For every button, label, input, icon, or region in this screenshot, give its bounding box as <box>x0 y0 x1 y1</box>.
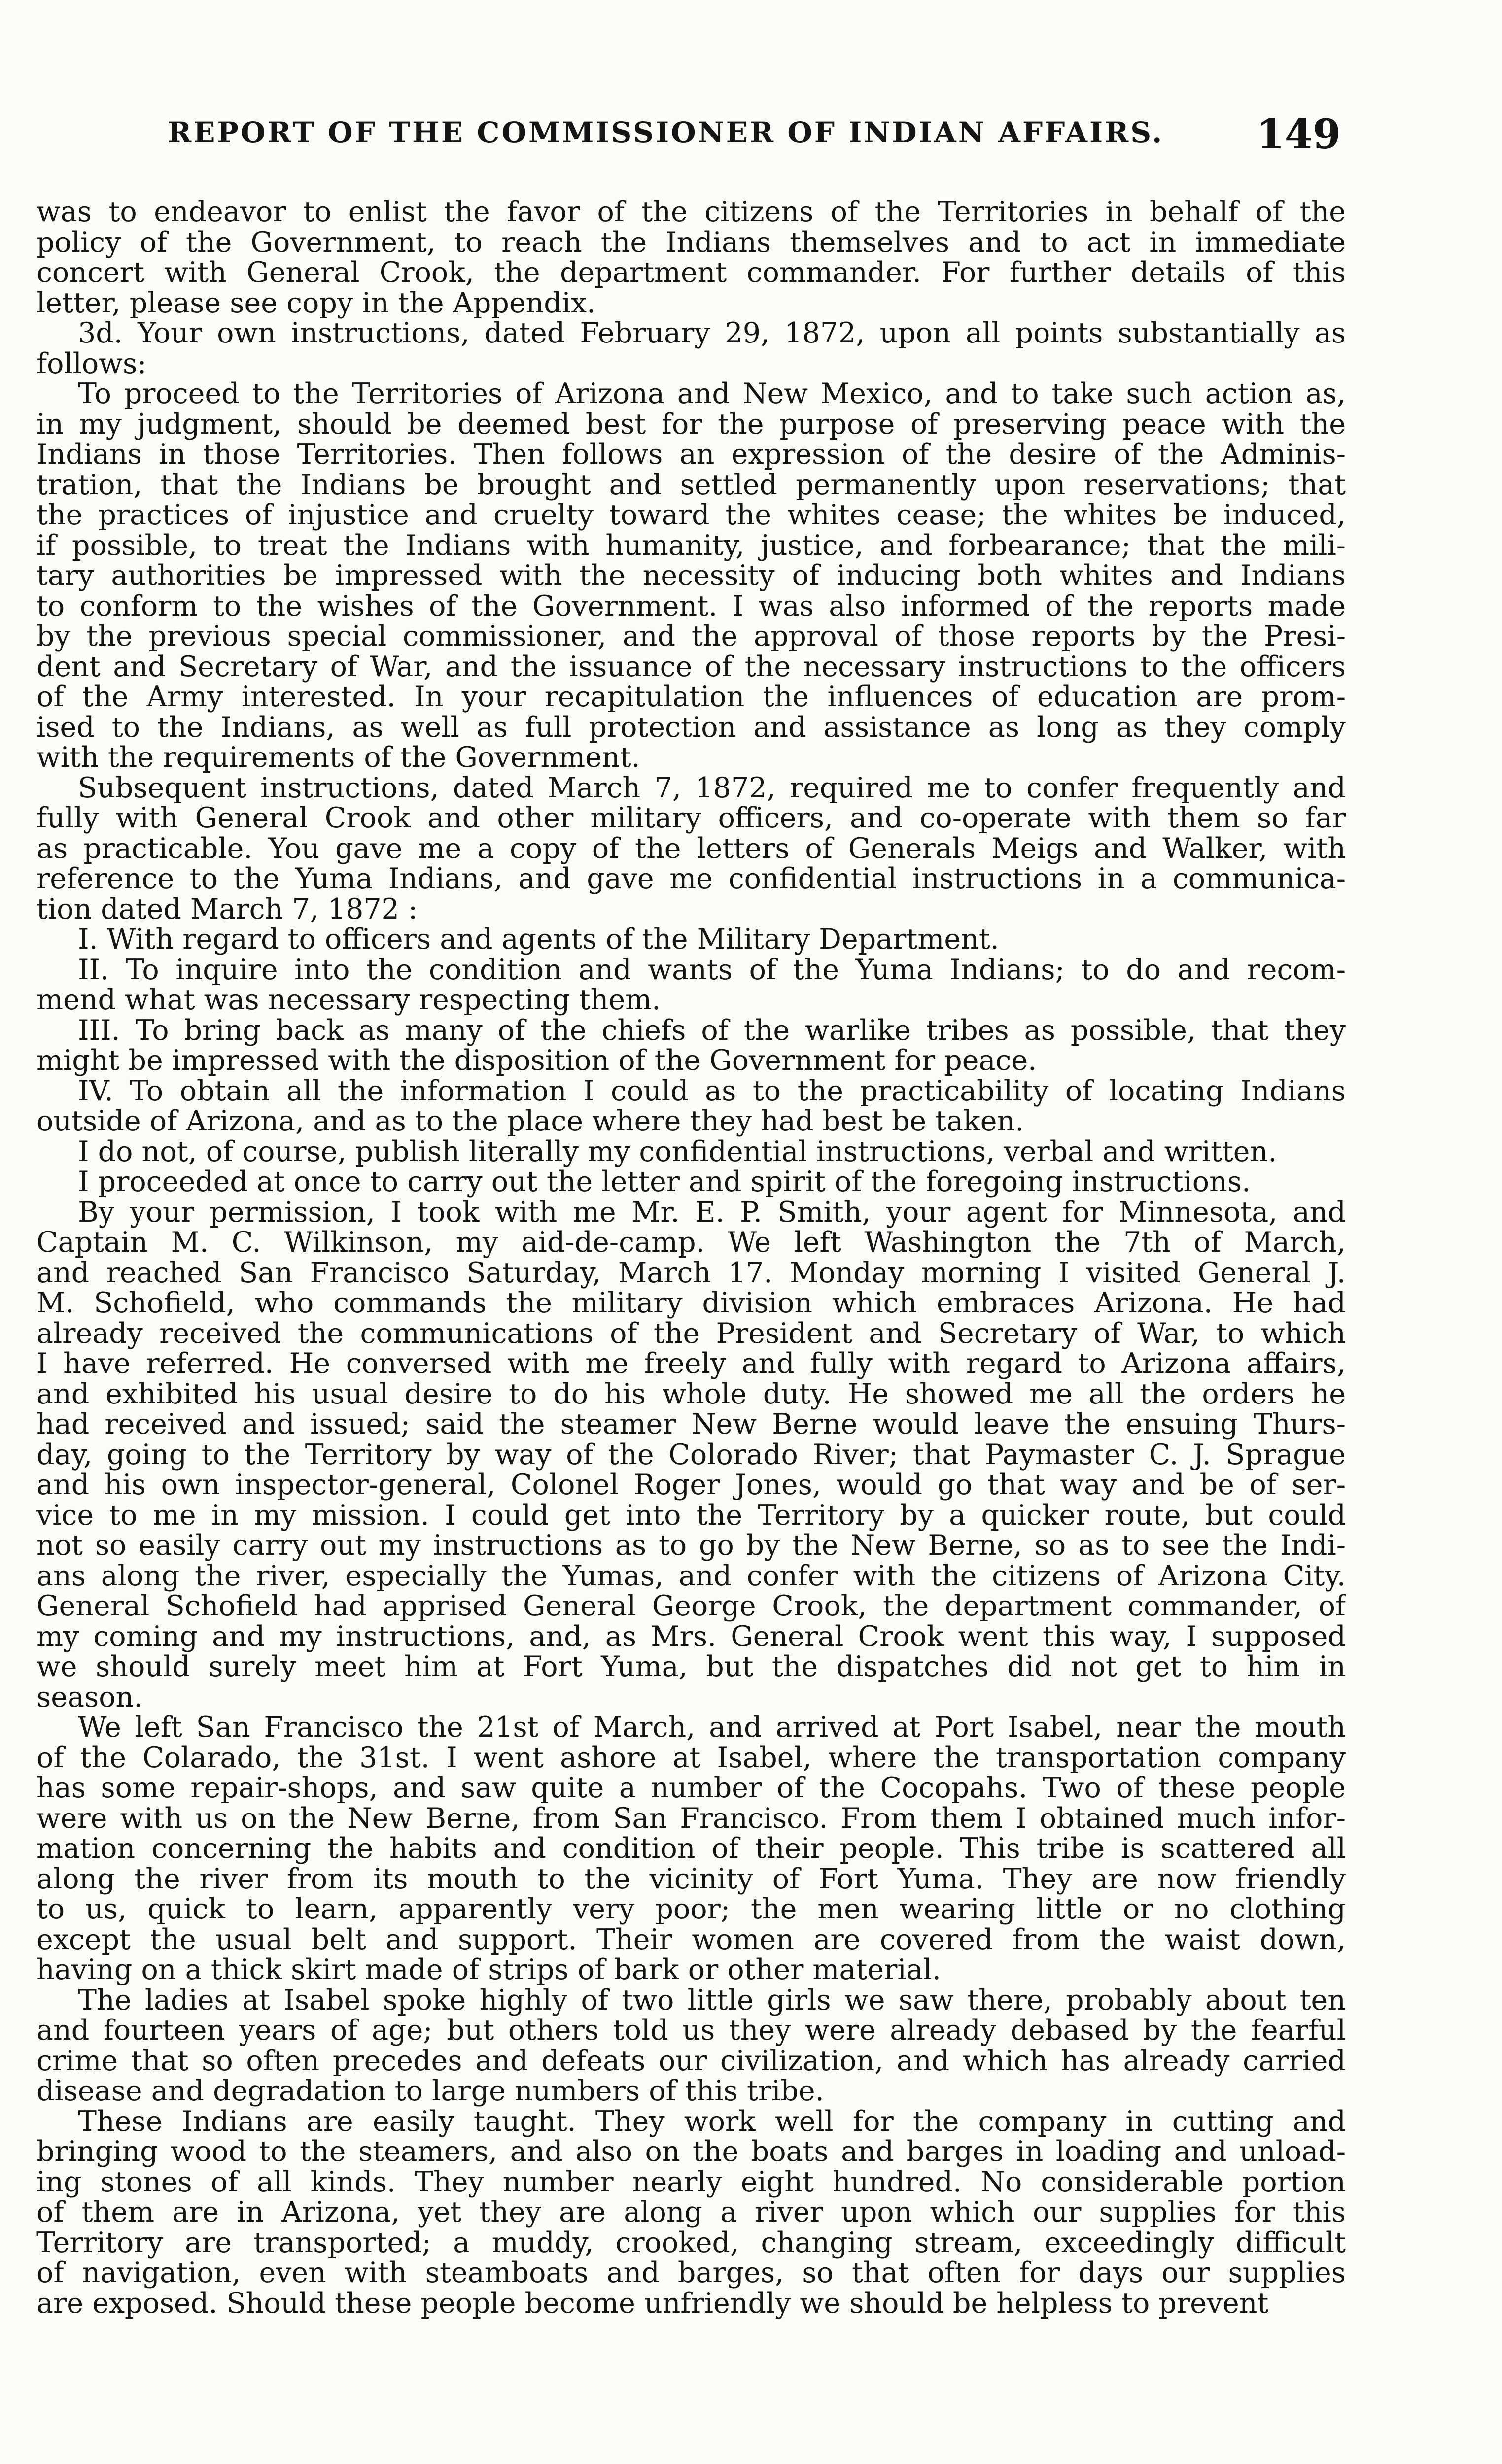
text-line: tary authorities be impressed with the necessity of inducing both whites and Indians <box>36 559 1346 592</box>
text-line: ans along the river, especially the Yumas, and confer with the citizens of Arizona City. <box>36 1559 1346 1592</box>
text-line: has some repair-shops, and saw quite a number of the Cocopahs. Two of these people <box>36 1772 1346 1804</box>
text-line: already received the communications of the President and Secretary of War, to which <box>36 1317 1346 1350</box>
text-line: not so easily carry out my instructions as to go by the New Berne, so as to see the Indi- <box>36 1529 1346 1562</box>
text-line: and fourteen years of age; but others told us they were already debased by the fearful <box>36 2014 1346 2047</box>
text-line: and his own inspector-general, Colonel Roger Jones, would go that way and be of ser- <box>36 1469 1346 1501</box>
body-text <box>36 197 1346 2464</box>
text-line: mation concerning the habits and condition of their people. This tribe is scattered all <box>36 1832 1346 1865</box>
text-line: along the river from its mouth to the vicinity of Fort Yuma. They are now friendly <box>36 1862 1346 1895</box>
text-line: Territory are transported; a muddy, crooked, changing stream, exceedingly difficult <box>36 2226 1346 2259</box>
text-line: mend what was necessary respecting them. <box>36 984 661 1016</box>
text-line: By your permission, I took with me Mr. E. P. Smith, your agent for Minnesota, and <box>78 1196 1346 1229</box>
text-line: and reached San Francisco Saturday, March 17. Monday morning I visited General J. <box>36 1256 1346 1289</box>
text-line: I proceeded at once to carry out the letter and spirit of the foregoing instructions. <box>78 1165 1251 1198</box>
text-line: of the Colarado, the 31st. I went ashore at Isabel, where the transportation company <box>36 1741 1346 1774</box>
text-line: letter, please see copy in the Appendix. <box>36 286 596 319</box>
text-line: ing stones of all kinds. They number nearly eight hundred. No considerable portion <box>36 2165 1346 2198</box>
text-line: Indians in those Territories. Then follows an expression of the desire of the Adminis- <box>36 438 1346 471</box>
text-line: in my judgment, should be deemed best for the purpose of preserving peace with the <box>36 408 1346 441</box>
text-line: if possible, to treat the Indians with humanity, justice, and forbearance; that the mili- <box>36 529 1346 562</box>
text-line: had received and issued; said the steamer New Berne would leave the ensuing Thurs- <box>36 1408 1346 1440</box>
paragraph <box>36 1167 1346 1198</box>
text-line: To proceed to the Territories of Arizona and New Mexico, and to take such action as, <box>78 377 1346 410</box>
text-line: fully with General Crook and other military officers, and co-operate with them so far <box>36 802 1346 834</box>
text-line: season. <box>36 1680 143 1713</box>
text-line: crime that so often precedes and defeats our civilization, and which has already carried <box>36 2044 1346 2077</box>
text-line: reference to the Yuma Indians, and gave me confidential instructions in a communica- <box>36 862 1346 895</box>
text-line: follows: <box>36 347 147 380</box>
text-line: tion dated March 7, 1872 : <box>36 892 418 925</box>
text-line: except the usual belt and support. Their women are covered from the waist down, <box>36 1923 1346 1956</box>
text-line: tration, that the Indians be brought and settled permanently upon reservations; that <box>36 468 1346 501</box>
paragraph <box>36 1016 1346 1076</box>
paragraph <box>36 1198 1346 1713</box>
text-line: was to endeavor to enlist the favor of the citizens of the Territories in behalf of the <box>36 197 1346 228</box>
page-number: 149 <box>1256 111 1341 158</box>
text-line: to us, quick to learn, apparently very poor; the men wearing little or no clothing <box>36 1893 1346 1925</box>
paragraph <box>36 379 1346 773</box>
text-line: dent and Secretary of War, and the issuance of the necessary instructions to the officers <box>36 650 1346 683</box>
text-line: are exposed. Should these people become unfriendly we should be helpless to prevent <box>36 2287 1269 2320</box>
text-line: concert with General Crook, the department commander. For further details of this <box>36 256 1346 289</box>
text-line: I have referred. He conversed with me freely and fully with regard to Arizona affairs, <box>36 1347 1346 1380</box>
text-line: We left San Francisco the 21st of March, and arrived at Port Isabel, near the mouth <box>78 1711 1346 1744</box>
text-line: of navigation, even with steamboats and barges, so that often for days our supplies <box>36 2257 1346 2289</box>
text-line: by the previous special commissioner, and the approval of those reports by the Presi- <box>36 620 1346 652</box>
text-line: we should surely meet him at Fort Yuma, but the dispatches did not get to him in <box>36 1650 1346 1683</box>
text-line: ised to the Indians, as well as full protection and assistance as long as they comply <box>36 711 1346 744</box>
paragraph <box>36 1712 1346 1985</box>
paragraph <box>36 1076 1346 1137</box>
text-line: vice to me in my mission. I could get into the Territory by a quicker route, but could <box>36 1499 1346 1532</box>
text-line: II. To inquire into the condition and wants of the Yuma Indians; to do and recom- <box>78 953 1346 986</box>
paragraph <box>36 1985 1346 2107</box>
paragraph <box>36 1137 1346 1167</box>
paragraph <box>36 197 1346 318</box>
text-line: I do not, of course, publish literally my confidential instructions, verbal and written. <box>78 1135 1277 1168</box>
text-line: IV. To obtain all the information I could as to the practicability of locating Indians <box>78 1074 1346 1107</box>
text-line: policy of the Government, to reach the Indians themselves and to act in immediate <box>36 226 1346 259</box>
text-line: Captain M. C. Wilkinson, my aid-de-camp. We left Washington the 7th of March, <box>36 1226 1346 1259</box>
text-line: of them are in Arizona, yet they are along a river upon which our supplies for this <box>36 2196 1346 2228</box>
text-line: Subsequent instructions, dated March 7, 1872, required me to confer frequently and <box>78 771 1346 804</box>
text-line: III. To bring back as many of the chiefs of the warlike tribes as possible, that they <box>78 1014 1346 1047</box>
text-line: I. With regard to officers and agents of the Military Department. <box>78 923 999 956</box>
text-line: having on a thick skirt made of strips of bark or other material. <box>36 1953 941 1986</box>
running-header <box>168 111 1341 170</box>
text-line: the practices of injustice and cruelty toward the whites cease; the whites be induced, <box>36 499 1346 531</box>
text-line: as practicable. You gave me a copy of the letters of Generals Meigs and Walker, with <box>36 832 1346 865</box>
text-line: The ladies at Isabel spoke highly of two little girls we saw there, probably about ten <box>78 1984 1346 2017</box>
text-line: These Indians are easily taught. They work well for the company in cutting and <box>78 2105 1346 2138</box>
paragraph <box>36 924 1346 955</box>
text-line: my coming and my instructions, and, as Mrs. General Crook went this way, I supposed <box>36 1620 1346 1653</box>
text-line: were with us on the New Berne, from San Francisco. From them I obtained much infor- <box>36 1802 1346 1835</box>
text-line: of the Army interested. In your recapitulation the influences of education are prom- <box>36 681 1346 713</box>
text-line: M. Schofield, who commands the military division which embraces Arizona. He had <box>36 1287 1346 1319</box>
text-line: with the requirements of the Government. <box>36 741 640 774</box>
text-line: might be impressed with the disposition of the Government for peace. <box>36 1044 1037 1077</box>
text-line: day, going to the Territory by way of the Colorado River; that Paymaster C. J. Sprague <box>36 1438 1346 1471</box>
paragraph <box>36 773 1346 925</box>
text-line: General Schofield had apprised General George Crook, the department commander, of <box>36 1590 1346 1622</box>
text-line: and exhibited his usual desire to do his whole duty. He showed me all the orders he <box>36 1377 1346 1410</box>
paragraph <box>36 2107 1346 2319</box>
text-line: outside of Arizona, and as to the place where they had best be taken. <box>36 1105 1024 1137</box>
running-title: REPORT OF THE COMMISSIONER OF INDIAN AFFAIRS. <box>168 116 1164 149</box>
text-line: disease and degradation to large numbers of this tribe. <box>36 2075 824 2107</box>
text-line: bringing wood to the steamers, and also on the boats and barges in loading and unload- <box>36 2135 1346 2168</box>
text-line: 3d. Your own instructions, dated February 29, 1872, upon all points substantially as <box>78 317 1346 349</box>
paragraph <box>36 955 1346 1016</box>
text-line: to conform to the wishes of the Government. I was also informed of the reports made <box>36 589 1346 622</box>
paragraph <box>36 318 1346 379</box>
